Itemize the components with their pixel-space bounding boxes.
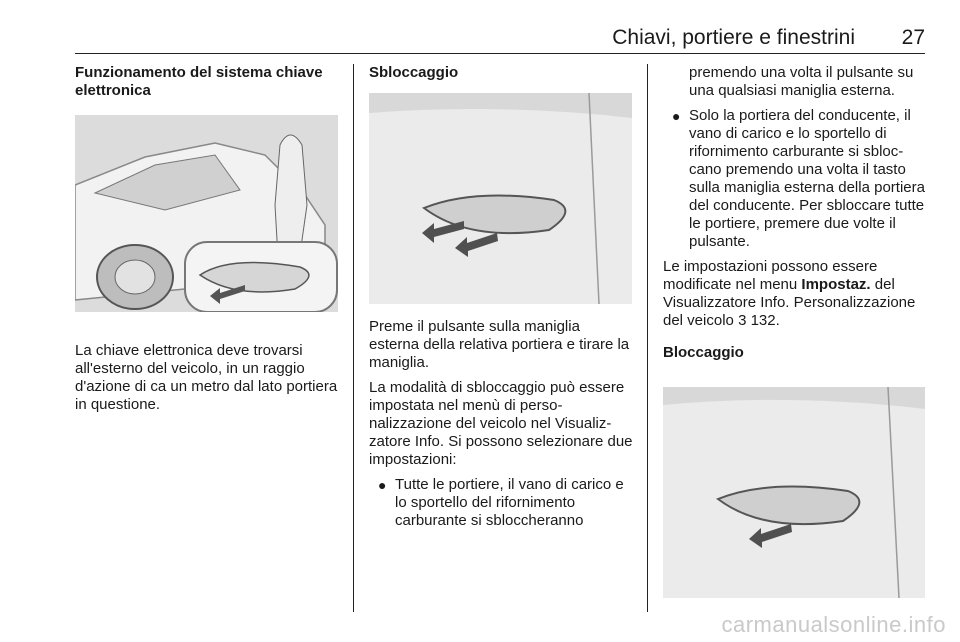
watermark: carmanualsonline.info [721,612,946,637]
bullet-icon: ● [378,477,387,493]
unlock-instruction: Preme il pulsante sulla maniglia esterna della relativa portiera e tirare la maniglia. [369,318,630,371]
settings-menu-name: Impostaz. [801,276,871,293]
unlock-option-all: Tutte le portiere, il vano di carico e lo sportello del rifornimento carburante si sbloccheranno [395,476,624,529]
page-title: Chiavi, portiere e finestrini [612,26,855,49]
header-rule [75,53,925,54]
keyless-description: La chiave elettronica deve trovarsi all'esterno del veicolo, in un raggio d'azione di ca un metro dal lato portiera in questione. [75,342,338,413]
column-3 [663,64,928,362]
lock-handle-illustration [663,387,925,598]
column-2-body [369,318,633,537]
unlock-handle-illustration [369,93,632,304]
column-2 [369,64,633,82]
section-heading-keyless: Funzionamento del sistema chiave elettronica [75,64,323,99]
settings-note [663,258,928,330]
section-heading-unlock: Sbloccaggio [369,64,459,81]
bullet-icon: ● [672,108,681,124]
settings-note-pre: Le impostazioni possono essere modificate nel menu [663,258,878,293]
column-1-body [75,342,343,421]
unlock-mode-text: La modalità di sbloccaggio può essere impostata nel menù di personalizzazione del veicolo nel Visualizzatore Info. Si possono selezionare due impostazioni: [369,379,633,468]
settings-note-post: del Visualizzatore Info. Personalizzazione del veicolo [663,276,916,329]
list-item [369,476,633,530]
column-divider-1 [353,64,354,612]
unlock-option-driver: Solo la portiera del conducente, il vano di carico e lo sportello di rifornimento carburante si sbloccano premendo una volta il tasto sulla maniglia esterna della portiera del conducente. Per sbloccare tutte le portiere, premere due volte il pulsante. [689,107,925,250]
car-keyless-illustration [75,115,338,312]
page-reference: 3 132. [738,312,780,329]
column-1 [75,64,343,100]
column-divider-2 [647,64,648,612]
list-item [663,64,928,100]
page-header [75,22,925,52]
unlock-options-list-cont [663,64,928,251]
list-item [663,107,928,251]
unlock-options-list [369,476,633,530]
page-number: 27 [901,26,925,49]
unlock-option-all-continued: premendo una volta il pulsante su una qualsiasi maniglia esterna. [689,64,914,99]
section-heading-lock: Bloccaggio [663,344,744,361]
